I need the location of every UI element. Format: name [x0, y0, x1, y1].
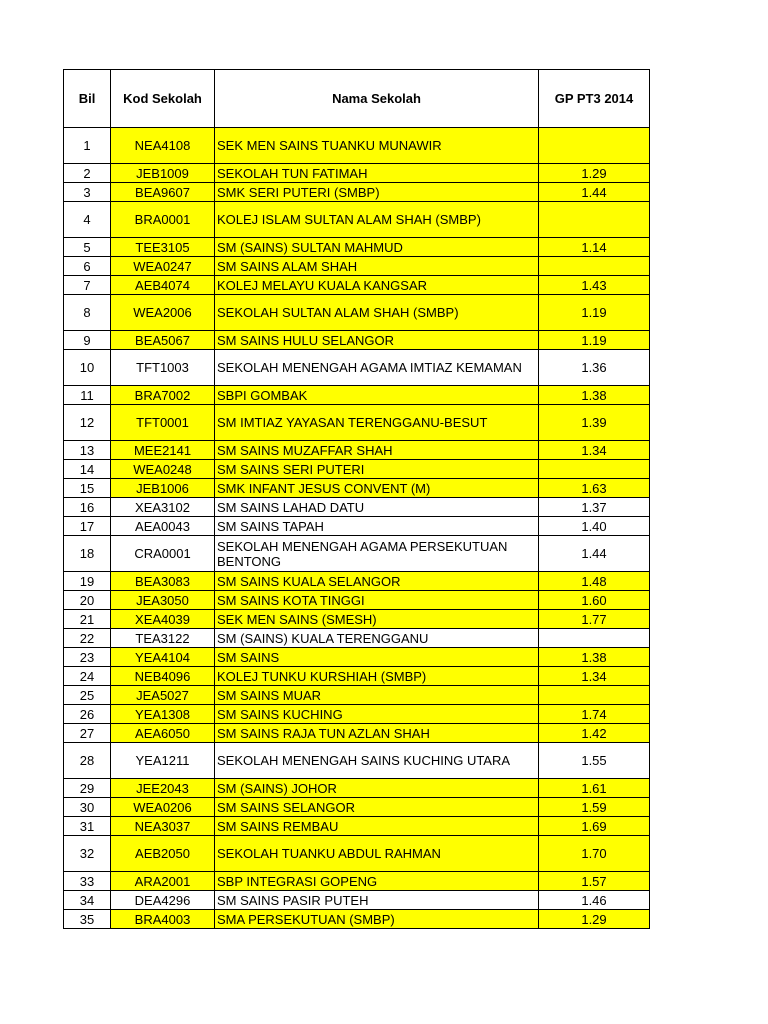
- bil-cell: 31: [64, 817, 111, 836]
- table-row: [64, 202, 650, 238]
- kod-cell: XEA4039: [111, 610, 215, 629]
- table-row: [64, 350, 650, 386]
- bil-cell: 13: [64, 441, 111, 460]
- nama-cell: SM SAINS HULU SELANGOR: [215, 331, 539, 350]
- gp-cell: [539, 686, 650, 705]
- bil-cell: 35: [64, 910, 111, 929]
- nama-cell: SEK MEN SAINS TUANKU MUNAWIR: [215, 128, 539, 164]
- kod-cell: NEA4108: [111, 128, 215, 164]
- bil-cell: 26: [64, 705, 111, 724]
- table-row: [64, 295, 650, 331]
- kod-cell: BEA3083: [111, 572, 215, 591]
- kod-cell: TFT1003: [111, 350, 215, 386]
- bil-cell: 30: [64, 798, 111, 817]
- kod-cell: TEE3105: [111, 238, 215, 257]
- table-row: [64, 817, 650, 836]
- bil-cell: 32: [64, 836, 111, 872]
- nama-cell: SEKOLAH SULTAN ALAM SHAH (SMBP): [215, 295, 539, 331]
- kod-cell: JEB1009: [111, 164, 215, 183]
- school-table: [63, 69, 650, 929]
- kod-cell: XEA3102: [111, 498, 215, 517]
- table-row: [64, 441, 650, 460]
- nama-cell: SM (SAINS) KUALA TERENGGANU: [215, 629, 539, 648]
- kod-cell: ARA2001: [111, 872, 215, 891]
- table-row: [64, 386, 650, 405]
- header-nama-sekolah: Nama Sekolah: [215, 70, 539, 128]
- table-body: [64, 128, 650, 929]
- kod-cell: BRA4003: [111, 910, 215, 929]
- nama-cell: SEKOLAH MENENGAH SAINS KUCHING UTARA: [215, 743, 539, 779]
- table-row: [64, 743, 650, 779]
- bil-cell: 1: [64, 128, 111, 164]
- gp-cell: 1.38: [539, 648, 650, 667]
- kod-cell: YEA1211: [111, 743, 215, 779]
- kod-cell: TFT0001: [111, 405, 215, 441]
- gp-cell: 1.39: [539, 405, 650, 441]
- bil-cell: 12: [64, 405, 111, 441]
- bil-cell: 6: [64, 257, 111, 276]
- table-row: [64, 517, 650, 536]
- table-row: [64, 779, 650, 798]
- kod-cell: AEA6050: [111, 724, 215, 743]
- gp-cell: 1.42: [539, 724, 650, 743]
- table-row: [64, 798, 650, 817]
- kod-cell: BRA7002: [111, 386, 215, 405]
- table-row: [64, 686, 650, 705]
- gp-cell: 1.34: [539, 667, 650, 686]
- table-row: [64, 257, 650, 276]
- gp-cell: [539, 257, 650, 276]
- kod-cell: MEE2141: [111, 441, 215, 460]
- gp-cell: 1.19: [539, 331, 650, 350]
- kod-cell: JEA3050: [111, 591, 215, 610]
- kod-cell: AEB4074: [111, 276, 215, 295]
- gp-cell: 1.48: [539, 572, 650, 591]
- kod-cell: JEE2043: [111, 779, 215, 798]
- nama-cell: SM SAINS RAJA TUN AZLAN SHAH: [215, 724, 539, 743]
- gp-cell: 1.55: [539, 743, 650, 779]
- kod-cell: NEA3037: [111, 817, 215, 836]
- nama-cell: SEK MEN SAINS (SMESH): [215, 610, 539, 629]
- bil-cell: 14: [64, 460, 111, 479]
- bil-cell: 10: [64, 350, 111, 386]
- bil-cell: 16: [64, 498, 111, 517]
- table-row: [64, 629, 650, 648]
- gp-cell: 1.74: [539, 705, 650, 724]
- table-row: [64, 238, 650, 257]
- nama-cell: SM SAINS KUALA SELANGOR: [215, 572, 539, 591]
- kod-cell: BEA5067: [111, 331, 215, 350]
- bil-cell: 5: [64, 238, 111, 257]
- kod-cell: YEA4104: [111, 648, 215, 667]
- nama-cell: SM SAINS: [215, 648, 539, 667]
- bil-cell: 28: [64, 743, 111, 779]
- gp-cell: [539, 202, 650, 238]
- table-row: [64, 498, 650, 517]
- nama-cell: SM SAINS SERI PUTERI: [215, 460, 539, 479]
- kod-cell: BEA9607: [111, 183, 215, 202]
- gp-cell: 1.59: [539, 798, 650, 817]
- table-row: [64, 705, 650, 724]
- bil-cell: 23: [64, 648, 111, 667]
- kod-cell: JEB1006: [111, 479, 215, 498]
- kod-cell: YEA1308: [111, 705, 215, 724]
- nama-cell: SM SAINS MUZAFFAR SHAH: [215, 441, 539, 460]
- bil-cell: 9: [64, 331, 111, 350]
- gp-cell: [539, 128, 650, 164]
- nama-cell: SEKOLAH MENENGAH AGAMA PERSEKUTUAN BENTONG: [215, 536, 539, 572]
- bil-cell: 29: [64, 779, 111, 798]
- nama-cell: SM SAINS PASIR PUTEH: [215, 891, 539, 910]
- gp-cell: 1.34: [539, 441, 650, 460]
- bil-cell: 25: [64, 686, 111, 705]
- nama-cell: SEKOLAH TUANKU ABDUL RAHMAN: [215, 836, 539, 872]
- gp-cell: 1.43: [539, 276, 650, 295]
- kod-cell: WEA2006: [111, 295, 215, 331]
- bil-cell: 27: [64, 724, 111, 743]
- nama-cell: SEKOLAH TUN FATIMAH: [215, 164, 539, 183]
- bil-cell: 21: [64, 610, 111, 629]
- table-row: [64, 128, 650, 164]
- gp-cell: 1.69: [539, 817, 650, 836]
- nama-cell: SEKOLAH MENENGAH AGAMA IMTIAZ KEMAMAN: [215, 350, 539, 386]
- nama-cell: KOLEJ MELAYU KUALA KANGSAR: [215, 276, 539, 295]
- kod-cell: NEB4096: [111, 667, 215, 686]
- bil-cell: 15: [64, 479, 111, 498]
- table-row: [64, 891, 650, 910]
- table-row: [64, 910, 650, 929]
- header-kod-sekolah: Kod Sekolah: [111, 70, 215, 128]
- bil-cell: 17: [64, 517, 111, 536]
- kod-cell: WEA0206: [111, 798, 215, 817]
- nama-cell: SM SAINS ALAM SHAH: [215, 257, 539, 276]
- table-row: [64, 724, 650, 743]
- bil-cell: 33: [64, 872, 111, 891]
- nama-cell: SM SAINS SELANGOR: [215, 798, 539, 817]
- gp-cell: 1.63: [539, 479, 650, 498]
- gp-cell: [539, 629, 650, 648]
- nama-cell: SM SAINS MUAR: [215, 686, 539, 705]
- gp-cell: 1.29: [539, 164, 650, 183]
- table-row: [64, 572, 650, 591]
- kod-cell: AEA0043: [111, 517, 215, 536]
- bil-cell: 18: [64, 536, 111, 572]
- gp-cell: 1.46: [539, 891, 650, 910]
- table-row: [64, 610, 650, 629]
- gp-cell: 1.44: [539, 183, 650, 202]
- nama-cell: SBP INTEGRASI GOPENG: [215, 872, 539, 891]
- nama-cell: SM SAINS LAHAD DATU: [215, 498, 539, 517]
- bil-cell: 24: [64, 667, 111, 686]
- gp-cell: 1.40: [539, 517, 650, 536]
- kod-cell: WEA0247: [111, 257, 215, 276]
- table-row: [64, 648, 650, 667]
- bil-cell: 4: [64, 202, 111, 238]
- bil-cell: 22: [64, 629, 111, 648]
- table-row: [64, 536, 650, 572]
- table-row: [64, 331, 650, 350]
- table-row: [64, 872, 650, 891]
- header-gp-pt3: GP PT3 2014: [539, 70, 650, 128]
- nama-cell: SMK SERI PUTERI (SMBP): [215, 183, 539, 202]
- kod-cell: WEA0248: [111, 460, 215, 479]
- table-row: [64, 164, 650, 183]
- table-row: [64, 836, 650, 872]
- header-bil: Bil: [64, 70, 111, 128]
- table-row: [64, 276, 650, 295]
- bil-cell: 20: [64, 591, 111, 610]
- header-row: [64, 70, 650, 128]
- nama-cell: SM SAINS KUCHING: [215, 705, 539, 724]
- gp-cell: 1.38: [539, 386, 650, 405]
- kod-cell: BRA0001: [111, 202, 215, 238]
- gp-cell: 1.44: [539, 536, 650, 572]
- bil-cell: 2: [64, 164, 111, 183]
- bil-cell: 3: [64, 183, 111, 202]
- gp-cell: 1.61: [539, 779, 650, 798]
- gp-cell: 1.77: [539, 610, 650, 629]
- table-row: [64, 460, 650, 479]
- kod-cell: JEA5027: [111, 686, 215, 705]
- nama-cell: SBPI GOMBAK: [215, 386, 539, 405]
- nama-cell: SM IMTIAZ YAYASAN TERENGGANU-BESUT: [215, 405, 539, 441]
- nama-cell: KOLEJ TUNKU KURSHIAH (SMBP): [215, 667, 539, 686]
- bil-cell: 34: [64, 891, 111, 910]
- gp-cell: 1.60: [539, 591, 650, 610]
- table-row: [64, 405, 650, 441]
- kod-cell: DEA4296: [111, 891, 215, 910]
- gp-cell: 1.57: [539, 872, 650, 891]
- table-row: [64, 183, 650, 202]
- gp-cell: 1.36: [539, 350, 650, 386]
- nama-cell: KOLEJ ISLAM SULTAN ALAM SHAH (SMBP): [215, 202, 539, 238]
- kod-cell: CRA0001: [111, 536, 215, 572]
- kod-cell: AEB2050: [111, 836, 215, 872]
- table-row: [64, 479, 650, 498]
- kod-cell: TEA3122: [111, 629, 215, 648]
- nama-cell: SM (SAINS) JOHOR: [215, 779, 539, 798]
- nama-cell: SM SAINS KOTA TINGGI: [215, 591, 539, 610]
- nama-cell: SM SAINS REMBAU: [215, 817, 539, 836]
- table-row: [64, 667, 650, 686]
- bil-cell: 8: [64, 295, 111, 331]
- gp-cell: [539, 460, 650, 479]
- nama-cell: SM SAINS TAPAH: [215, 517, 539, 536]
- nama-cell: SMA PERSEKUTUAN (SMBP): [215, 910, 539, 929]
- gp-cell: 1.37: [539, 498, 650, 517]
- gp-cell: 1.19: [539, 295, 650, 331]
- gp-cell: 1.70: [539, 836, 650, 872]
- bil-cell: 11: [64, 386, 111, 405]
- nama-cell: SMK INFANT JESUS CONVENT (M): [215, 479, 539, 498]
- gp-cell: 1.29: [539, 910, 650, 929]
- bil-cell: 19: [64, 572, 111, 591]
- gp-cell: 1.14: [539, 238, 650, 257]
- bil-cell: 7: [64, 276, 111, 295]
- table-row: [64, 591, 650, 610]
- nama-cell: SM (SAINS) SULTAN MAHMUD: [215, 238, 539, 257]
